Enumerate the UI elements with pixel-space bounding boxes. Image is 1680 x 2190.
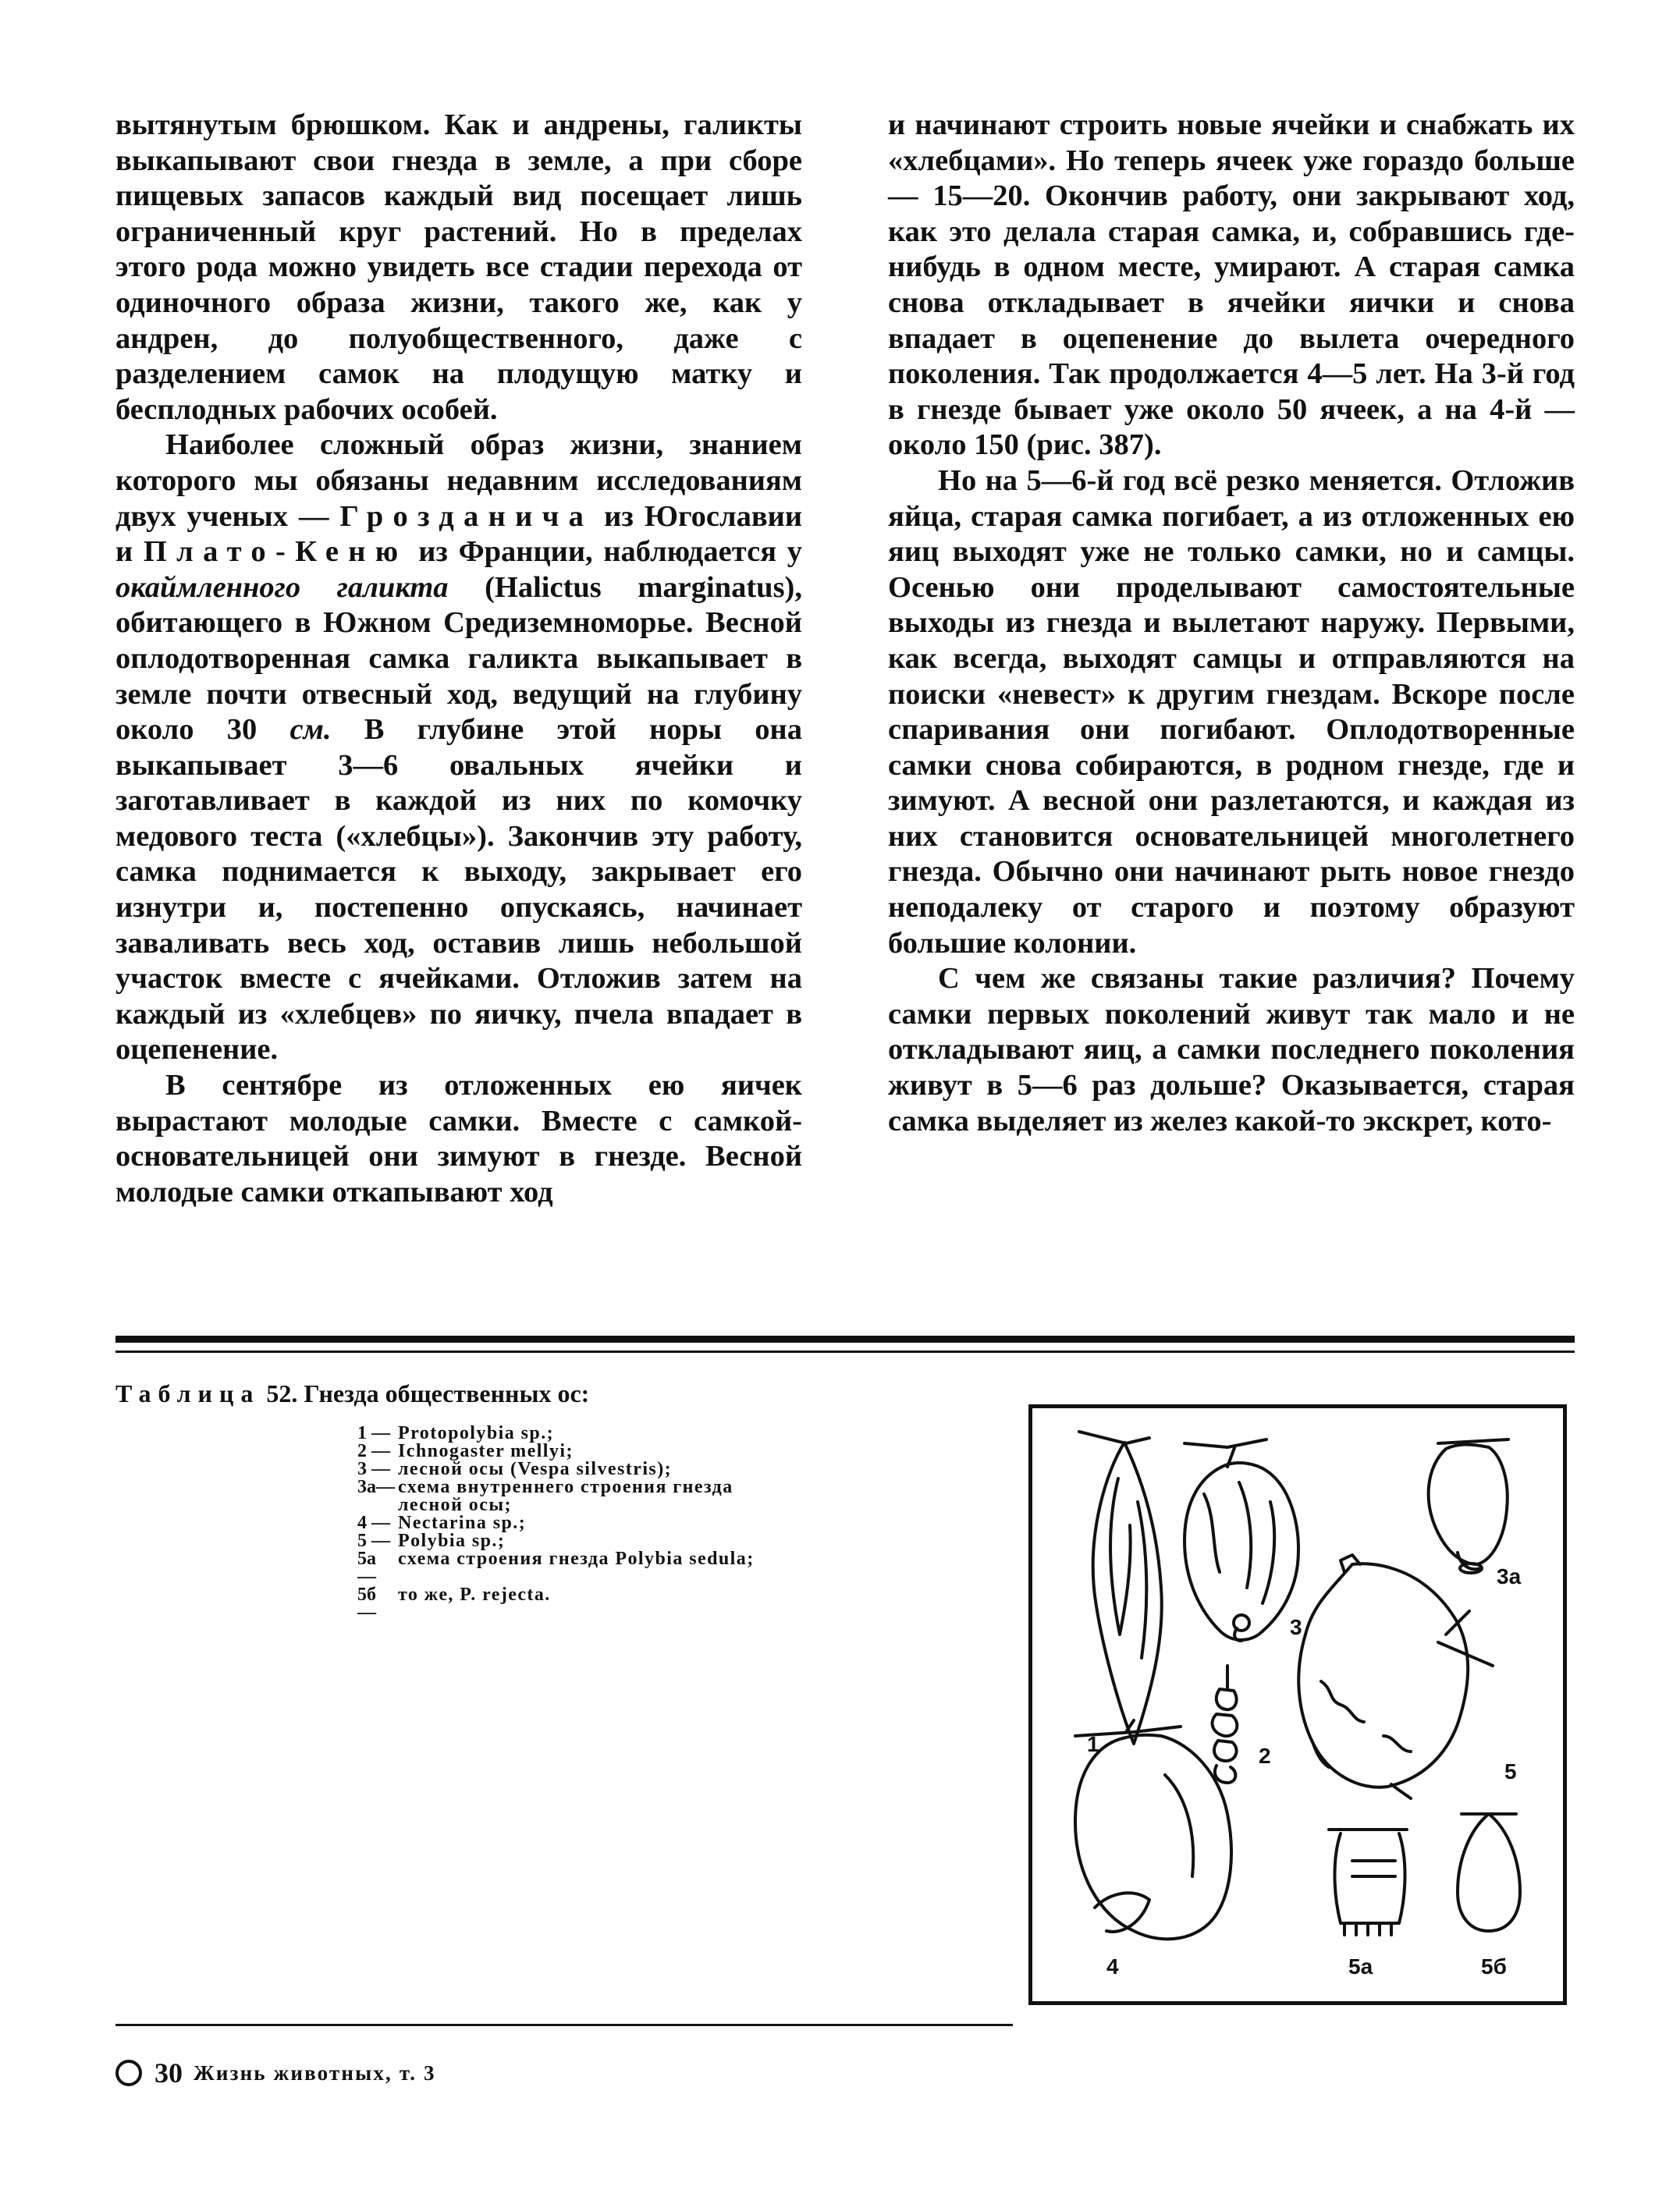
figure-label-5a: 5а [1348, 1954, 1373, 1979]
legend-item-continuation [357, 1496, 919, 1514]
species-name-italic: окаймленного галикта [115, 570, 449, 604]
legend-key: 3 — [357, 1459, 390, 1479]
caption-legend [357, 1425, 919, 1622]
book-title: Жизнь животных, т. 3 [194, 2060, 436, 2085]
nest-5a-diagram [1329, 1830, 1407, 1935]
left-column [115, 108, 802, 1210]
caption-label: Таблица [115, 1379, 261, 1407]
nest-3a-diagram [1429, 1439, 1508, 1573]
legend-text: Nectarina sp.; [398, 1513, 527, 1533]
left-paragraph-1: вытянутым брюшком. Как и андрены, галикты выкапывают свои гнезда в земле, а при сборе пищевых запасов каждый вид посещает лишь ограниченный круг растений. Но в пределах этого рода можно увидеть все стадии перехода от одиночного образа жизни, такого же, как у андрен, до полуобщественного, даже с разделением самок на плодущую матку и бесплодных рабочих особей. [115, 108, 802, 426]
scientist-name-plateau-quenu: Плато-Кеню [143, 535, 408, 569]
text-run: Наиболее сложный образ жизни, знанием которого мы обязаны недавним исследованиям двух ученых — [115, 428, 802, 533]
wasp-nests-figure [1028, 1404, 1567, 2005]
nest-5b-diagram [1458, 1814, 1520, 1931]
legend-text: схема строения гнезда Polybia sedula; [398, 1549, 755, 1569]
figure-label-5b: 5б [1481, 1954, 1507, 1979]
left-paragraph-2 [115, 428, 802, 1068]
legend-item [357, 1532, 919, 1550]
right-paragraph-1: и начинают строить новые ячейки и снабжать их «хлебцами». Но теперь ячеек уже гораздо больше — 15—20. Окончив работу, они закрывают ход, как это делала старая самка, и, собравшись где-нибудь в одном месте, умирают. А старая самка снова откладывает в ячейки яички и снова впадает в оцепенение до вылета очередного поколения. Так продолжается 4—5 лет. На 3-й год в гнезде бывает уже около 50 ячеек, а на 4-й — около 150 (рис. 387). [888, 108, 1575, 462]
table-caption [115, 1379, 589, 1408]
legend-key: 4 — [357, 1513, 390, 1533]
nest-5-drawing [1298, 1555, 1493, 1798]
wasp-nests-illustration [1032, 1408, 1563, 2001]
text-run: (Halictus marginatus), обитающего в Южном Средиземноморье. Весной оплодотворенная самка галикта выкапывает в земле почти отвесный ход, ведущий на глубину около 30 [115, 570, 802, 747]
text-run: из Югославии и [115, 499, 803, 569]
figure-label-2: 2 [1259, 1744, 1271, 1768]
right-column [888, 108, 1575, 1139]
legend-item [357, 1586, 919, 1622]
legend-text: лесной осы; [398, 1495, 512, 1515]
section-divider-thin [115, 1351, 1575, 1353]
legend-item [357, 1443, 919, 1461]
legend-item [357, 1461, 919, 1478]
right-paragraph-2: Но на 5—6-й год всё резко меняется. Отложив яйца, старая самка погибает, а из отложенных ею яиц выходят уже не только самки, но и самцы. Осенью они проделывают самостоятельные выходы из гнезда и вылетают наружу. Первыми, как всегда, выходят самцы и отправляются на поиски «невест» к другим гнездам. Вскоре после спаривания они погибают. Оплодотворенные самки снова собираются, в родном гнезде, где и зимуют. А весной они разлетаются, и каждая из них становится основательницей многолетнего гнезда. Обычно они начинают рыть новое гнездо неподалеку от старого и поэтому образуют большие колонии. [888, 463, 1575, 960]
figure-label-5: 5 [1504, 1759, 1517, 1784]
nest-3-drawing [1185, 1439, 1298, 1641]
text-run: В глубине этой норы она выкапывает 3—6 овальных ячейки и заготавливает в каждой из них по комочку медового теста («хлебцы»). Закончив эту работу, самка поднимается к выходу, закрывает его изнутри и, постепенно опускаясь, начинает заваливать весь ход, оставив лишь небольшой участок вместе с ячейками. Отложив затем на каждый из «хлебцев» по яичку, пчела впадает в оцепенение. [115, 713, 802, 1067]
bottom-divider [115, 2024, 1013, 2026]
legend-key: 3а— [357, 1477, 395, 1497]
legend-text: лесной осы (Vespa silvestris); [398, 1459, 673, 1479]
figure-label-4: 4 [1106, 1954, 1119, 1979]
legend-key: 5б — [357, 1585, 376, 1623]
legend-text: Polybia sp.; [398, 1531, 506, 1551]
figure-label-3a: 3а [1497, 1564, 1522, 1588]
nest-2-drawing [1213, 1666, 1238, 1783]
right-paragraph-3: С чем же связаны такие различия? Почему самки первых поколений живут так мало и не откладывают яиц, а самки последнего поколения живут в 5—6 раз дольше? Оказывается, старая самка выделяет из желез какой-то экскрет, кото- [888, 962, 1575, 1138]
legend-item [357, 1478, 919, 1496]
legend-key: 1 — [357, 1423, 390, 1443]
legend-key: 5а — [357, 1549, 376, 1587]
figure-label-3: 3 [1290, 1615, 1302, 1639]
caption-title: Гнезда общественных ос: [304, 1379, 590, 1407]
page-footer [115, 2057, 436, 2089]
legend-item [357, 1425, 919, 1443]
legend-text: Protopolybia sp.; [398, 1423, 555, 1443]
legend-item [357, 1514, 919, 1532]
legend-key: 2 — [357, 1441, 390, 1461]
legend-text: схема внутреннего строения гнезда [398, 1477, 733, 1497]
legend-key: 5 — [357, 1531, 390, 1551]
page-number: 30 [155, 2057, 183, 2089]
section-divider-thick [115, 1336, 1575, 1343]
circle-icon [115, 2060, 142, 2086]
legend-text: то же, P. rejecta. [398, 1585, 551, 1605]
caption-number: 52. [266, 1379, 298, 1407]
scientist-name-grozdanic: Грозданича [339, 499, 594, 533]
legend-item [357, 1550, 919, 1586]
figure-label-1: 1 [1087, 1732, 1099, 1756]
text-run: из Франции, наблюдается у [407, 535, 802, 569]
left-paragraph-3: В сентябре из отложенных ею яичек вырастают молодые самки. Вместе с самкой-основательницей они зимуют в гнезде. Весной молодые самки откапывают ход [115, 1069, 802, 1209]
unit-cm: см. [289, 713, 332, 747]
legend-text: Ichnogaster mellyi; [398, 1441, 574, 1461]
nest-1-drawing [1079, 1432, 1162, 1744]
